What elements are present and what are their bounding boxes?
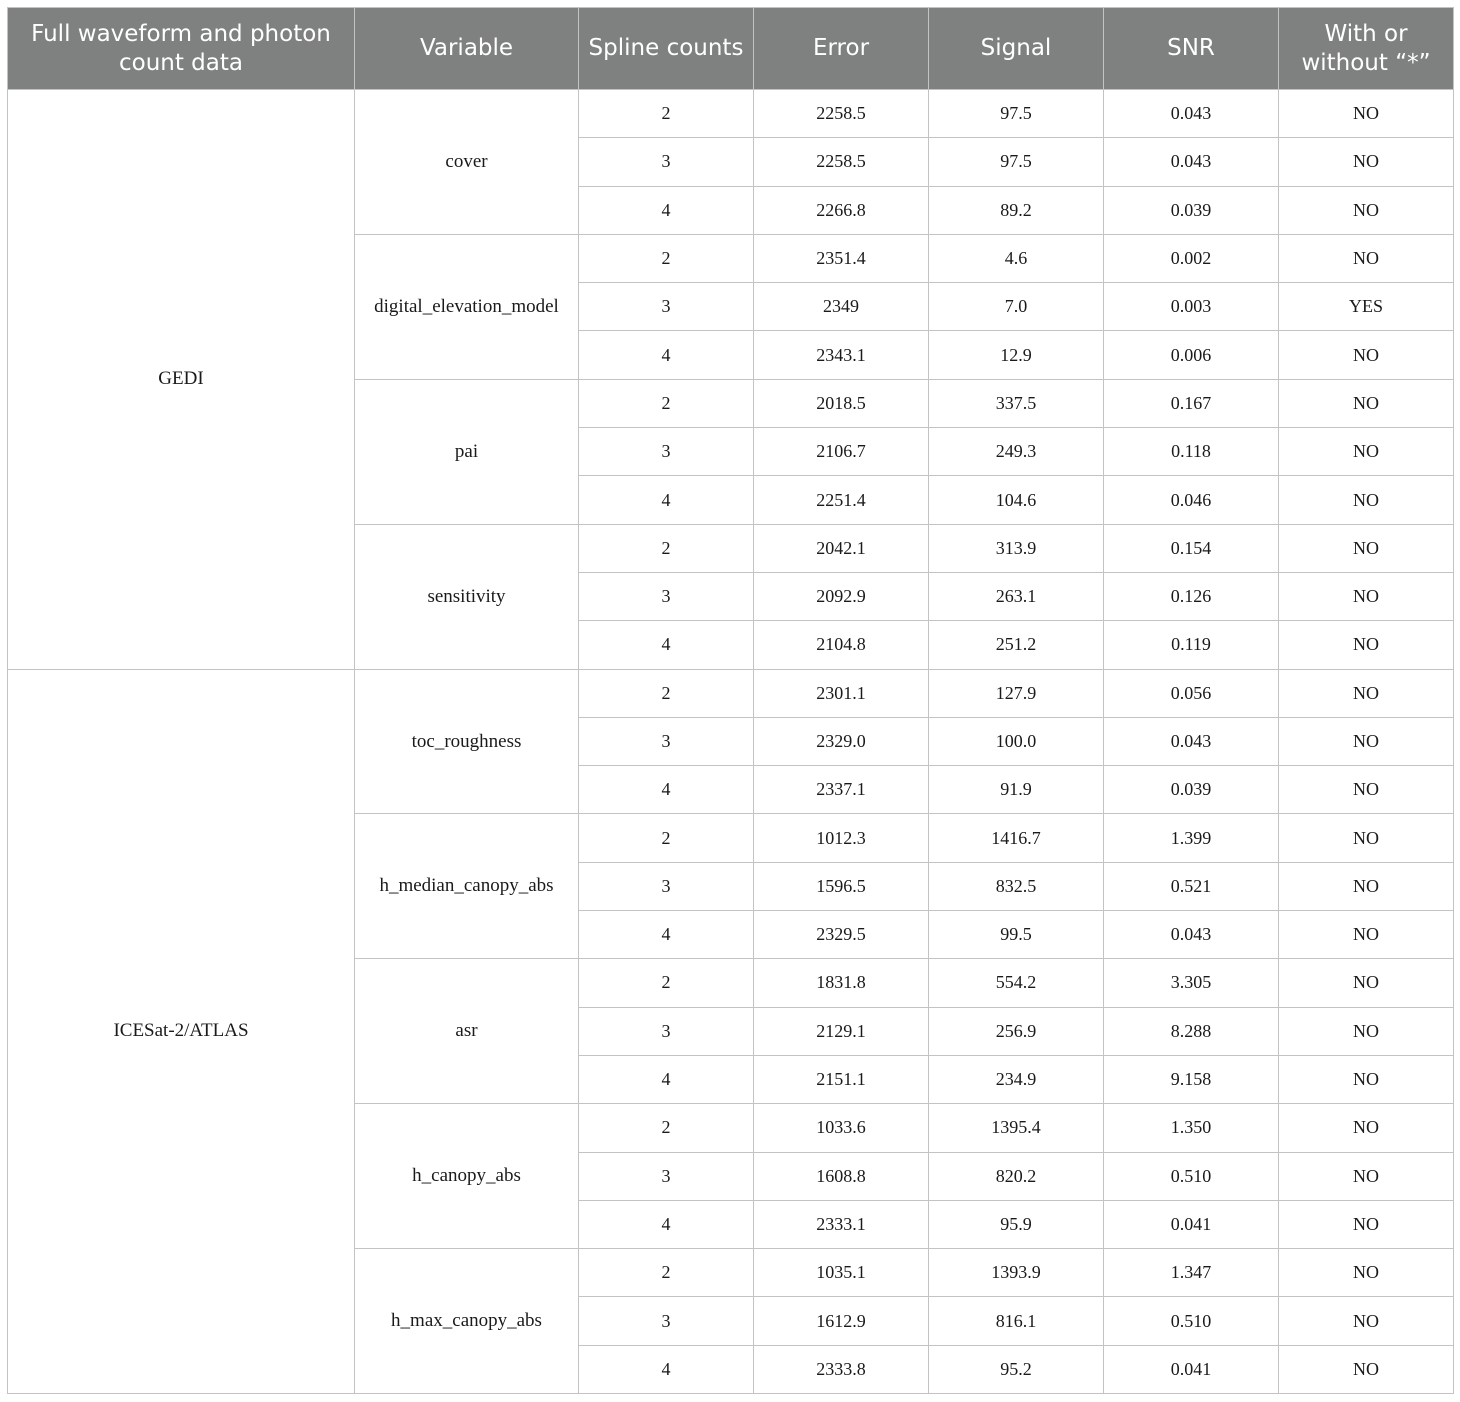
variable-cell: h_max_canopy_abs — [355, 1249, 579, 1394]
snr-cell: 0.043 — [1104, 911, 1279, 959]
error-cell: 1596.5 — [754, 862, 929, 910]
signal-cell: 832.5 — [929, 862, 1104, 910]
snr-cell: 0.041 — [1104, 1345, 1279, 1393]
spline-count-cell: 2 — [579, 814, 754, 862]
star-cell: YES — [1279, 283, 1454, 331]
table-row — [8, 90, 1454, 138]
spline-count-cell: 2 — [579, 959, 754, 1007]
group-cell: GEDI — [8, 90, 355, 670]
snr-cell: 0.167 — [1104, 379, 1279, 427]
error-cell: 2106.7 — [754, 428, 929, 476]
error-cell: 2301.1 — [754, 669, 929, 717]
variable-cell: toc_roughness — [355, 669, 579, 814]
snr-cell: 0.043 — [1104, 717, 1279, 765]
error-cell: 2329.5 — [754, 911, 929, 959]
spline-count-cell: 4 — [579, 476, 754, 524]
snr-cell: 0.006 — [1104, 331, 1279, 379]
star-cell: NO — [1279, 717, 1454, 765]
snr-cell: 0.039 — [1104, 766, 1279, 814]
error-cell: 2333.8 — [754, 1345, 929, 1393]
spline-count-cell: 3 — [579, 283, 754, 331]
error-cell: 2251.4 — [754, 476, 929, 524]
snr-cell: 0.039 — [1104, 186, 1279, 234]
signal-cell: 816.1 — [929, 1297, 1104, 1345]
signal-cell: 554.2 — [929, 959, 1104, 1007]
results-table — [7, 7, 1454, 1394]
variable-cell: asr — [355, 959, 579, 1104]
star-cell: NO — [1279, 90, 1454, 138]
variable-cell: pai — [355, 379, 579, 524]
error-cell: 1012.3 — [754, 814, 929, 862]
star-cell: NO — [1279, 234, 1454, 282]
spline-count-cell: 4 — [579, 186, 754, 234]
snr-cell: 0.043 — [1104, 138, 1279, 186]
spline-count-cell: 2 — [579, 234, 754, 282]
star-cell: NO — [1279, 379, 1454, 427]
error-cell: 2042.1 — [754, 524, 929, 572]
spline-count-cell: 3 — [579, 1152, 754, 1200]
signal-cell: 337.5 — [929, 379, 1104, 427]
header-signal: Signal — [929, 8, 1104, 90]
snr-cell: 0.118 — [1104, 428, 1279, 476]
snr-cell: 1.399 — [1104, 814, 1279, 862]
star-cell: NO — [1279, 669, 1454, 717]
spline-count-cell: 4 — [579, 1200, 754, 1248]
star-cell: NO — [1279, 331, 1454, 379]
snr-cell: 0.003 — [1104, 283, 1279, 331]
spline-count-cell: 3 — [579, 1297, 754, 1345]
star-cell: NO — [1279, 621, 1454, 669]
error-cell: 2104.8 — [754, 621, 929, 669]
error-cell: 1033.6 — [754, 1104, 929, 1152]
spline-count-cell: 2 — [579, 1104, 754, 1152]
snr-cell: 0.510 — [1104, 1297, 1279, 1345]
signal-cell: 89.2 — [929, 186, 1104, 234]
snr-cell: 1.347 — [1104, 1249, 1279, 1297]
signal-cell: 4.6 — [929, 234, 1104, 282]
spline-count-cell: 3 — [579, 138, 754, 186]
error-cell: 2329.0 — [754, 717, 929, 765]
spline-count-cell: 4 — [579, 331, 754, 379]
error-cell: 1831.8 — [754, 959, 929, 1007]
spline-count-cell: 2 — [579, 90, 754, 138]
spline-count-cell: 3 — [579, 1007, 754, 1055]
star-cell: NO — [1279, 1297, 1454, 1345]
header-row — [8, 8, 1454, 90]
error-cell: 2337.1 — [754, 766, 929, 814]
table-header — [8, 8, 1454, 90]
star-cell: NO — [1279, 476, 1454, 524]
error-cell: 1612.9 — [754, 1297, 929, 1345]
snr-cell: 0.521 — [1104, 862, 1279, 910]
error-cell: 1608.8 — [754, 1152, 929, 1200]
star-cell: NO — [1279, 524, 1454, 572]
star-cell: NO — [1279, 428, 1454, 476]
group-cell: ICESat-2/ATLAS — [8, 669, 355, 1393]
header-snr: SNR — [1104, 8, 1279, 90]
star-cell: NO — [1279, 959, 1454, 1007]
error-cell: 2258.5 — [754, 138, 929, 186]
variable-cell: h_canopy_abs — [355, 1104, 579, 1249]
signal-cell: 97.5 — [929, 138, 1104, 186]
star-cell: NO — [1279, 911, 1454, 959]
signal-cell: 91.9 — [929, 766, 1104, 814]
snr-cell: 0.002 — [1104, 234, 1279, 282]
signal-cell: 1395.4 — [929, 1104, 1104, 1152]
signal-cell: 251.2 — [929, 621, 1104, 669]
error-cell: 2351.4 — [754, 234, 929, 282]
snr-cell: 0.046 — [1104, 476, 1279, 524]
signal-cell: 104.6 — [929, 476, 1104, 524]
variable-cell: sensitivity — [355, 524, 579, 669]
star-cell: NO — [1279, 1345, 1454, 1393]
signal-cell: 99.5 — [929, 911, 1104, 959]
snr-cell: 0.043 — [1104, 90, 1279, 138]
signal-cell: 95.2 — [929, 1345, 1104, 1393]
snr-cell: 0.041 — [1104, 1200, 1279, 1248]
header-variable: Variable — [355, 8, 579, 90]
snr-cell: 3.305 — [1104, 959, 1279, 1007]
spline-count-cell: 3 — [579, 717, 754, 765]
signal-cell: 97.5 — [929, 90, 1104, 138]
snr-cell: 1.350 — [1104, 1104, 1279, 1152]
error-cell: 2343.1 — [754, 331, 929, 379]
signal-cell: 313.9 — [929, 524, 1104, 572]
error-cell: 2258.5 — [754, 90, 929, 138]
spline-count-cell: 4 — [579, 766, 754, 814]
spline-count-cell: 3 — [579, 862, 754, 910]
star-cell: NO — [1279, 186, 1454, 234]
spline-count-cell: 4 — [579, 1345, 754, 1393]
star-cell: NO — [1279, 1104, 1454, 1152]
snr-cell: 8.288 — [1104, 1007, 1279, 1055]
table-body — [8, 90, 1454, 1394]
signal-cell: 249.3 — [929, 428, 1104, 476]
signal-cell: 256.9 — [929, 1007, 1104, 1055]
signal-cell: 234.9 — [929, 1055, 1104, 1103]
error-cell: 2018.5 — [754, 379, 929, 427]
header-with-or-without-star: With or without “*” — [1279, 8, 1454, 90]
signal-cell: 263.1 — [929, 572, 1104, 620]
spline-count-cell: 4 — [579, 911, 754, 959]
signal-cell: 127.9 — [929, 669, 1104, 717]
spline-count-cell: 2 — [579, 379, 754, 427]
snr-cell: 0.126 — [1104, 572, 1279, 620]
signal-cell: 1393.9 — [929, 1249, 1104, 1297]
spline-count-cell: 2 — [579, 524, 754, 572]
header-data-source: Full waveform and photon count data — [8, 8, 355, 90]
star-cell: NO — [1279, 572, 1454, 620]
error-cell: 1035.1 — [754, 1249, 929, 1297]
snr-cell: 0.119 — [1104, 621, 1279, 669]
error-cell: 2333.1 — [754, 1200, 929, 1248]
table-row — [8, 669, 1454, 717]
variable-cell: h_median_canopy_abs — [355, 814, 579, 959]
error-cell: 2151.1 — [754, 1055, 929, 1103]
header-error: Error — [754, 8, 929, 90]
snr-cell: 0.056 — [1104, 669, 1279, 717]
signal-cell: 7.0 — [929, 283, 1104, 331]
signal-cell: 12.9 — [929, 331, 1104, 379]
variable-cell: digital_elevation_model — [355, 234, 579, 379]
signal-cell: 1416.7 — [929, 814, 1104, 862]
spline-count-cell: 4 — [579, 1055, 754, 1103]
star-cell: NO — [1279, 766, 1454, 814]
table-container — [7, 7, 1453, 1394]
star-cell: NO — [1279, 1249, 1454, 1297]
spline-count-cell: 3 — [579, 428, 754, 476]
snr-cell: 0.510 — [1104, 1152, 1279, 1200]
signal-cell: 95.9 — [929, 1200, 1104, 1248]
star-cell: NO — [1279, 138, 1454, 186]
spline-count-cell: 2 — [579, 669, 754, 717]
star-cell: NO — [1279, 814, 1454, 862]
snr-cell: 9.158 — [1104, 1055, 1279, 1103]
error-cell: 2092.9 — [754, 572, 929, 620]
star-cell: NO — [1279, 1200, 1454, 1248]
snr-cell: 0.154 — [1104, 524, 1279, 572]
signal-cell: 820.2 — [929, 1152, 1104, 1200]
star-cell: NO — [1279, 1055, 1454, 1103]
variable-cell: cover — [355, 90, 579, 235]
star-cell: NO — [1279, 862, 1454, 910]
star-cell: NO — [1279, 1152, 1454, 1200]
error-cell: 2349 — [754, 283, 929, 331]
star-cell: NO — [1279, 1007, 1454, 1055]
signal-cell: 100.0 — [929, 717, 1104, 765]
spline-count-cell: 3 — [579, 572, 754, 620]
header-spline-counts: Spline counts — [579, 8, 754, 90]
spline-count-cell: 2 — [579, 1249, 754, 1297]
error-cell: 2129.1 — [754, 1007, 929, 1055]
spline-count-cell: 4 — [579, 621, 754, 669]
error-cell: 2266.8 — [754, 186, 929, 234]
